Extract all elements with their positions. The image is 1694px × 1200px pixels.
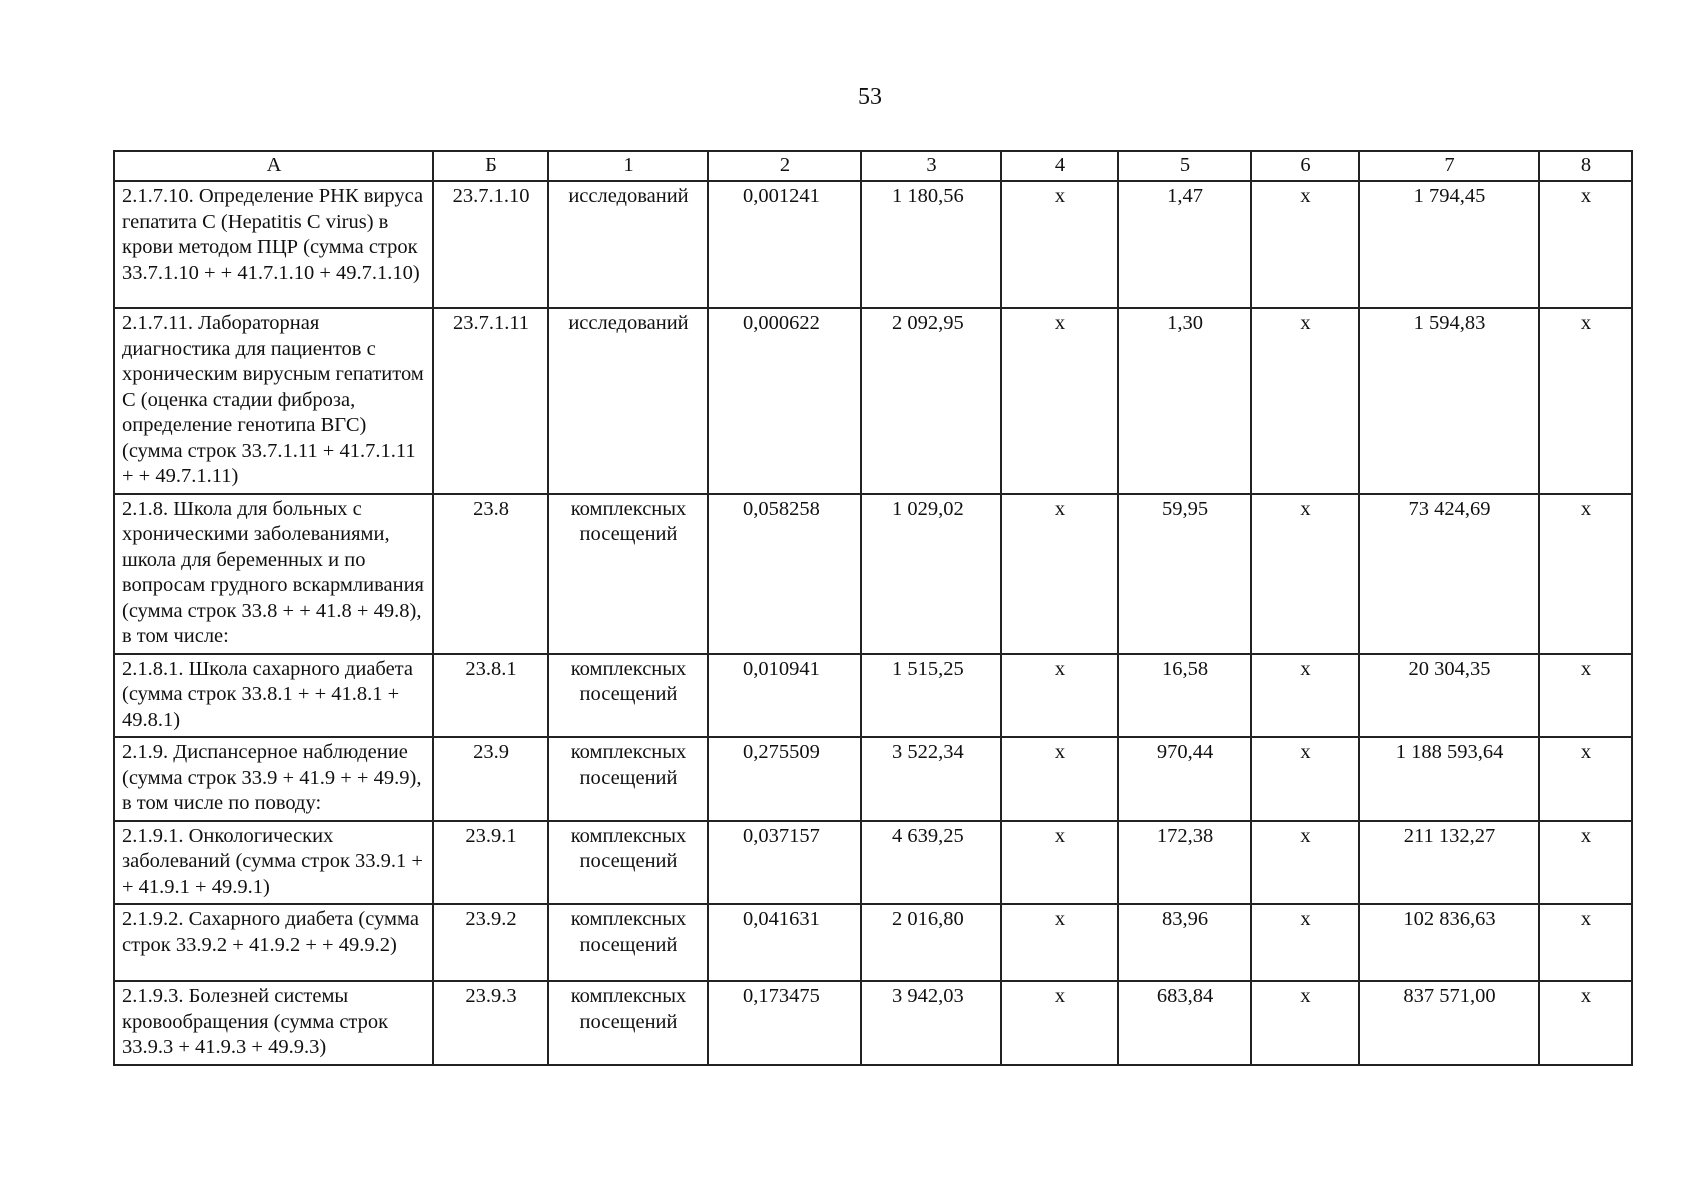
row-description: 2.1.9.3. Болезней системы кровообращения (сумма строк 33.9.3 + 41.9.3 + 49.9.3) bbox=[114, 981, 433, 1065]
row-col-3: 1 515,25 bbox=[861, 654, 1001, 738]
row-description: 2.1.7.11. Лабораторная диагностика для пациентов с хроническим вирусным гепатитом С (оценка стадии фиброза, определение генотипа ВГС) (сумма строк 33.7.1.11 + 41.7.1.11 + + 49.7.1.11) bbox=[114, 308, 433, 494]
page-number: 53 bbox=[858, 84, 882, 110]
row-col-8: х bbox=[1539, 308, 1632, 494]
table-row bbox=[114, 308, 1632, 494]
row-code: 23.9.1 bbox=[433, 821, 548, 905]
row-col-3: 3 942,03 bbox=[861, 981, 1001, 1065]
table-row bbox=[114, 821, 1632, 905]
column-header: А bbox=[114, 151, 433, 181]
row-description: 2.1.8. Школа для больных с хроническими заболеваниями, школа для беременных и по вопросам грудного вскармливания (сумма строк 33.8 + + 41.8 + 49.8), в том числе: bbox=[114, 494, 433, 654]
row-col-2: 0,058258 bbox=[708, 494, 861, 654]
row-col-7: 211 132,27 bbox=[1359, 821, 1539, 905]
table-row bbox=[114, 494, 1632, 654]
column-header: 3 bbox=[861, 151, 1001, 181]
table-row bbox=[114, 654, 1632, 738]
row-col-7: 1 594,83 bbox=[1359, 308, 1539, 494]
row-col-4: х bbox=[1001, 494, 1118, 654]
row-col-7: 837 571,00 bbox=[1359, 981, 1539, 1065]
row-code: 23.9.2 bbox=[433, 904, 548, 981]
column-header: 8 bbox=[1539, 151, 1632, 181]
row-col-3: 4 639,25 bbox=[861, 821, 1001, 905]
column-header: Б bbox=[433, 151, 548, 181]
row-unit: комплексных посещений bbox=[548, 737, 708, 821]
row-unit: исследований bbox=[548, 308, 708, 494]
row-col-6: х bbox=[1251, 654, 1359, 738]
row-col-5: 83,96 bbox=[1118, 904, 1251, 981]
row-col-4: х bbox=[1001, 181, 1118, 308]
header-row bbox=[114, 151, 1632, 181]
column-header: 6 bbox=[1251, 151, 1359, 181]
row-col-7: 102 836,63 bbox=[1359, 904, 1539, 981]
row-col-2: 0,000622 bbox=[708, 308, 861, 494]
table-row bbox=[114, 904, 1632, 981]
row-col-6: х bbox=[1251, 494, 1359, 654]
row-col-6: х bbox=[1251, 181, 1359, 308]
row-code: 23.8.1 bbox=[433, 654, 548, 738]
row-col-8: х bbox=[1539, 737, 1632, 821]
column-header: 1 bbox=[548, 151, 708, 181]
row-unit: исследований bbox=[548, 181, 708, 308]
row-code: 23.9.3 bbox=[433, 981, 548, 1065]
row-code: 23.7.1.11 bbox=[433, 308, 548, 494]
row-col-7: 20 304,35 bbox=[1359, 654, 1539, 738]
row-unit: комплексных посещений bbox=[548, 821, 708, 905]
row-col-2: 0,275509 bbox=[708, 737, 861, 821]
row-description: 2.1.9.1. Онкологических заболеваний (сумма строк 33.9.1 + + 41.9.1 + 49.9.1) bbox=[114, 821, 433, 905]
row-description: 2.1.9. Диспансерное наблюдение (сумма строк 33.9 + 41.9 + + 49.9), в том числе по поводу: bbox=[114, 737, 433, 821]
row-col-6: х bbox=[1251, 904, 1359, 981]
row-col-4: х bbox=[1001, 981, 1118, 1065]
row-col-5: 1,30 bbox=[1118, 308, 1251, 494]
row-col-5: 59,95 bbox=[1118, 494, 1251, 654]
row-col-2: 0,173475 bbox=[708, 981, 861, 1065]
row-col-5: 970,44 bbox=[1118, 737, 1251, 821]
row-col-5: 16,58 bbox=[1118, 654, 1251, 738]
row-col-2: 0,041631 bbox=[708, 904, 861, 981]
row-col-4: х bbox=[1001, 904, 1118, 981]
row-code: 23.8 bbox=[433, 494, 548, 654]
table-row bbox=[114, 981, 1632, 1065]
row-col-6: х bbox=[1251, 981, 1359, 1065]
row-unit: комплексных посещений bbox=[548, 981, 708, 1065]
row-description: 2.1.8.1. Школа сахарного диабета (сумма строк 33.8.1 + + 41.8.1 + 49.8.1) bbox=[114, 654, 433, 738]
row-description: 2.1.9.2. Сахарного диабета (сумма строк 33.9.2 + 41.9.2 + + 49.9.2) bbox=[114, 904, 433, 981]
row-col-8: х bbox=[1539, 821, 1632, 905]
row-col-3: 2 092,95 bbox=[861, 308, 1001, 494]
column-header: 4 bbox=[1001, 151, 1118, 181]
column-header: 5 bbox=[1118, 151, 1251, 181]
row-col-8: х bbox=[1539, 494, 1632, 654]
row-col-2: 0,010941 bbox=[708, 654, 861, 738]
row-unit: комплексных посещений bbox=[548, 494, 708, 654]
row-col-5: 683,84 bbox=[1118, 981, 1251, 1065]
row-col-7: 1 794,45 bbox=[1359, 181, 1539, 308]
row-col-4: х bbox=[1001, 654, 1118, 738]
row-unit: комплексных посещений bbox=[548, 654, 708, 738]
row-col-8: х bbox=[1539, 904, 1632, 981]
row-col-4: х bbox=[1001, 737, 1118, 821]
row-col-8: х bbox=[1539, 981, 1632, 1065]
row-unit: комплексных посещений bbox=[548, 904, 708, 981]
column-header: 7 bbox=[1359, 151, 1539, 181]
row-col-3: 2 016,80 bbox=[861, 904, 1001, 981]
row-code: 23.7.1.10 bbox=[433, 181, 548, 308]
row-col-3: 1 180,56 bbox=[861, 181, 1001, 308]
data-table bbox=[113, 150, 1633, 1066]
row-col-2: 0,037157 bbox=[708, 821, 861, 905]
table-row bbox=[114, 737, 1632, 821]
row-col-4: х bbox=[1001, 821, 1118, 905]
row-col-7: 1 188 593,64 bbox=[1359, 737, 1539, 821]
row-col-8: х bbox=[1539, 181, 1632, 308]
row-col-6: х bbox=[1251, 308, 1359, 494]
row-col-5: 1,47 bbox=[1118, 181, 1251, 308]
row-code: 23.9 bbox=[433, 737, 548, 821]
row-col-6: х bbox=[1251, 737, 1359, 821]
row-col-3: 1 029,02 bbox=[861, 494, 1001, 654]
row-col-4: х bbox=[1001, 308, 1118, 494]
row-col-2: 0,001241 bbox=[708, 181, 861, 308]
row-col-8: х bbox=[1539, 654, 1632, 738]
row-description: 2.1.7.10. Определение РНК вируса гепатита С (Hepatitis C virus) в крови методом ПЦР (сумма строк 33.7.1.10 + + 41.7.1.10 + 49.7.1.10) bbox=[114, 181, 433, 308]
column-header: 2 bbox=[708, 151, 861, 181]
row-col-5: 172,38 bbox=[1118, 821, 1251, 905]
table-row bbox=[114, 181, 1632, 308]
row-col-7: 73 424,69 bbox=[1359, 494, 1539, 654]
row-col-6: х bbox=[1251, 821, 1359, 905]
row-col-3: 3 522,34 bbox=[861, 737, 1001, 821]
